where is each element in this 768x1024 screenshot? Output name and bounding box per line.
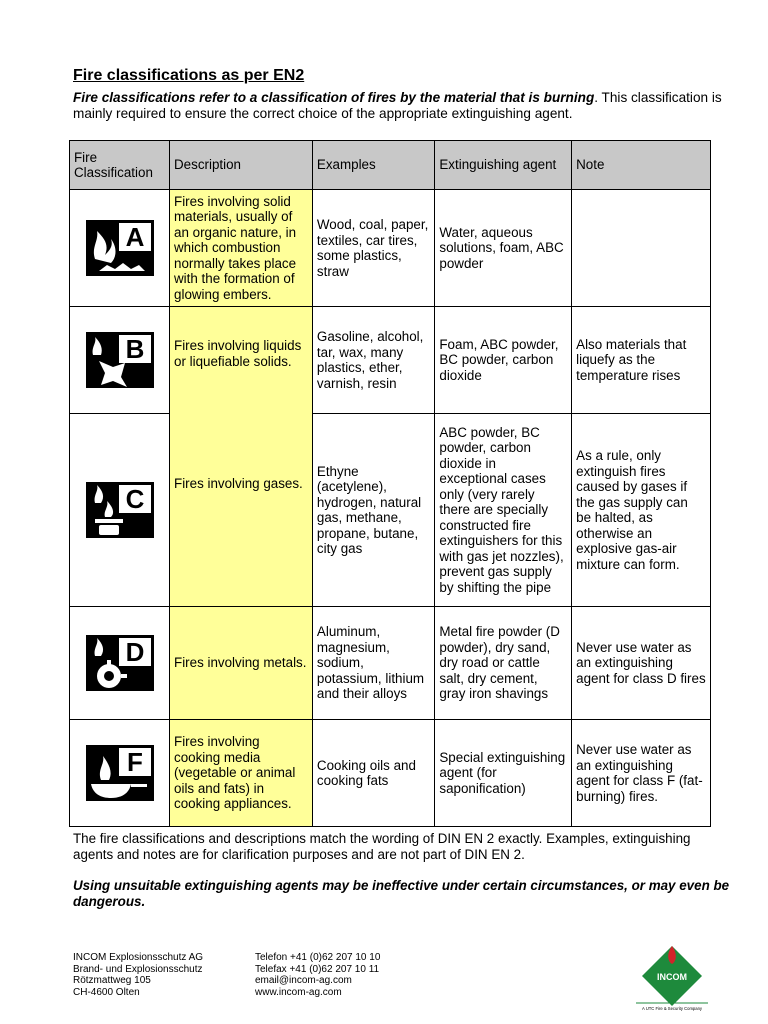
- footer-subtitle: Brand- und Explosionsschutz: [73, 963, 203, 975]
- agent-cell: Special extinguishing agent (for saponification): [435, 720, 572, 827]
- fire-classification-table: [69, 140, 711, 827]
- class-cell: [70, 307, 170, 414]
- description-cell-merged: [170, 307, 313, 607]
- agent-cell: Metal fire powder (D powder), dry sand, dry road or cattle salt, dry cement, gray iron shavings: [435, 607, 572, 720]
- intro-paragraph: [73, 90, 733, 122]
- agent-cell: Foam, ABC powder, BC powder, carbon dioxide: [435, 307, 572, 414]
- description-cell: Fires involving cooking media (vegetable or animal oils and fats) in cooking appliances.: [170, 720, 313, 827]
- class-b-fire-liquids-icon: [85, 331, 155, 389]
- class-c-fire-gases-icon: [85, 481, 155, 539]
- class-d-letter: D: [125, 637, 144, 667]
- description-text: Fires involving gases.: [174, 476, 303, 491]
- logo-text: INCOM: [657, 972, 687, 982]
- class-a-letter: A: [125, 222, 144, 252]
- page-title: Fire classifications as per EN2: [73, 67, 305, 84]
- footer-street: Rötzmattweg 105: [73, 975, 151, 986]
- examples-cell: Cooking oils and cooking fats: [312, 720, 434, 827]
- footer-address: [73, 952, 203, 998]
- table-row-class-c: [70, 414, 711, 607]
- footer-contact: [255, 952, 380, 998]
- logo-tagline: A UTC Fire & Security Company: [641, 1006, 703, 1011]
- intro-bold: Fire classifications refer to a classification of fires by the material that is burning: [73, 90, 595, 105]
- footer-city: CH-4600 Olten: [73, 986, 140, 998]
- class-b-letter: B: [125, 334, 144, 364]
- table-row-class-d: [70, 607, 711, 720]
- examples-cell: Ethyne (acetylene), hydrogen, natural gas, methane, propane, butane, city gas: [312, 414, 434, 607]
- table-row-class-b: [70, 307, 711, 414]
- description-cell: Fires involving solid materials, usually of an organic nature, in which combustion normally takes place with the formation of glowing embers.: [170, 190, 313, 307]
- examples-cell: Aluminum, magnesium, sodium, potassium, lithium and their alloys: [312, 607, 434, 720]
- class-f-letter: F: [126, 747, 143, 777]
- examples-cell: Gasoline, alcohol, tar, wax, many plastics, ether, varnish, resin: [312, 307, 434, 414]
- header-examples: Examples: [312, 141, 434, 190]
- class-cell: [70, 190, 170, 307]
- description-cell: Fires involving metals.: [170, 607, 313, 720]
- header-extinguishing-agent: Extinguishing agent: [435, 141, 572, 190]
- note-cell: As a rule, only extinguish fires caused by gases if the gas supply can be halted, as otherwise an explosive gas-air mixture can form.: [572, 414, 711, 607]
- note-cell: Never use water as an extinguishing agent for class F (fat-burning) fires.: [572, 720, 711, 827]
- class-cell: [70, 720, 170, 827]
- examples-cell: Wood, coal, paper, textiles, car tires, some plastics, straw: [312, 190, 434, 307]
- header-fire-classification: Fire Classification: [70, 141, 170, 190]
- class-cell: [70, 414, 170, 607]
- header-note: Note: [572, 141, 711, 190]
- table-header-row: [70, 141, 711, 190]
- class-d-fire-metals-icon: [85, 634, 155, 692]
- incom-logo: [632, 940, 712, 1012]
- footnote: The fire classifications and descriptions match the wording of DIN EN 2 exactly. Examples, extinguishing agents and notes are for clarification purposes and are not part of DIN EN 2.: [73, 831, 691, 862]
- footer-phone: Telefon +41 (0)62 207 10 10: [255, 952, 381, 963]
- intro-rest: . This classification is mainly required to ensure the correct choice of the appropriate extinguishing agent.: [73, 90, 722, 121]
- note-cell: [572, 190, 711, 307]
- footer-web[interactable]: www.incom-ag.com: [255, 986, 342, 998]
- footer-email[interactable]: email@incom-ag.com: [255, 975, 352, 986]
- note-cell: Never use water as an extinguishing agent for class D fires: [572, 607, 711, 720]
- class-f-fire-cooking-icon: [85, 744, 155, 802]
- class-a-fire-solids-icon: [85, 219, 155, 277]
- footer-company: INCOM Explosionsschutz AG: [73, 952, 204, 963]
- note-cell: Also materials that liquefy as the temperature rises: [572, 307, 711, 414]
- warning-text: Using unsuitable extinguishing agents may be ineffective under certain circumstances, or may even be dangerous.: [73, 878, 730, 909]
- class-cell: [70, 607, 170, 720]
- table-row-class-f: [70, 720, 711, 827]
- class-c-letter: C: [125, 484, 144, 514]
- description-text: Fires involving liquids or liquefiable solids.: [174, 338, 302, 369]
- header-description: Description: [170, 141, 313, 190]
- footer-fax: Telefax +41 (0)62 207 10 11: [255, 963, 380, 975]
- agent-cell: ABC powder, BC powder, carbon dioxide in exceptional cases only (very rarely there are specially constructed fire extinguishers for this with gas jet nozzles), prevent gas supply by shifting the pipe: [435, 414, 572, 607]
- agent-cell: Water, aqueous solutions, foam, ABC powder: [435, 190, 572, 307]
- table-row-class-a: [70, 190, 711, 307]
